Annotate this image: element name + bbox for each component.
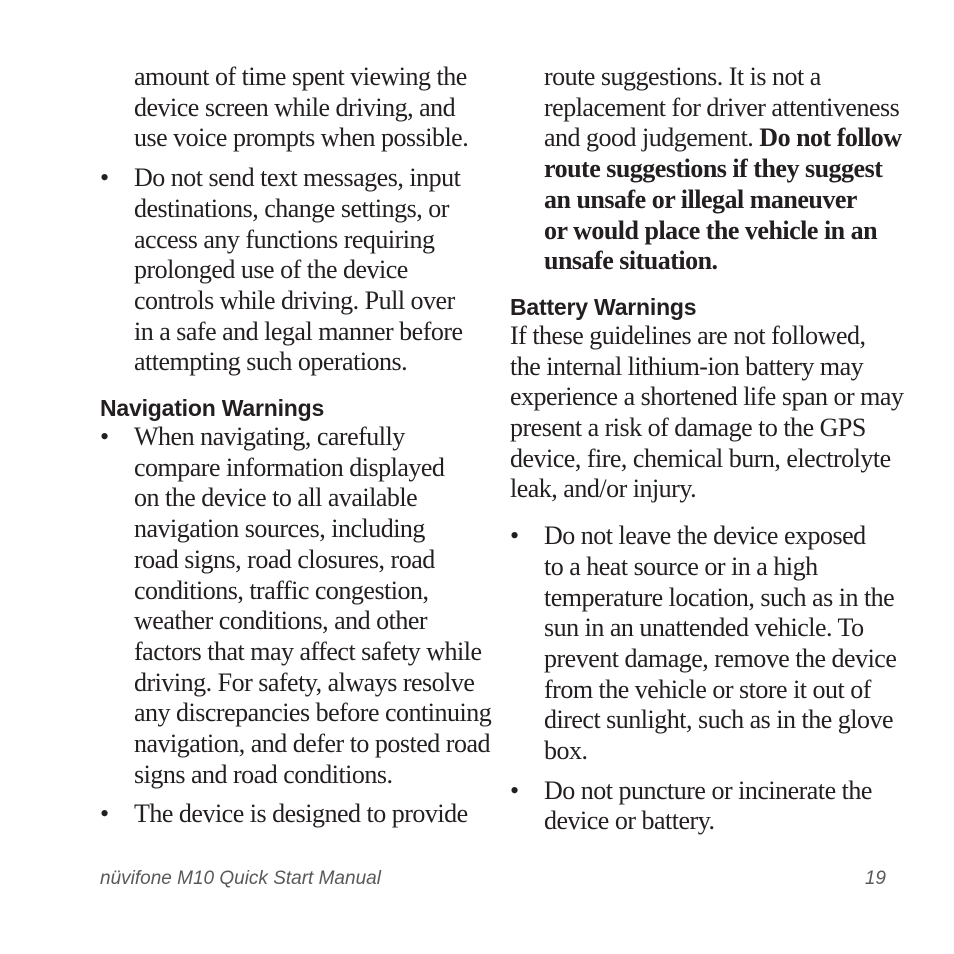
text-line: temperature location, such as in the: [544, 582, 895, 612]
text-line: navigation sources, including: [134, 514, 425, 544]
bold-text-line: or would place the vehicle in an: [544, 215, 878, 245]
text-line: present a risk of damage to the GPS: [510, 413, 866, 443]
text-line: driving. For safety, always resolve: [134, 667, 475, 697]
right-column: [510, 62, 904, 837]
text-line: attempting such operations.: [134, 347, 408, 377]
text-line: When navigating, carefully: [134, 422, 405, 452]
text-line: leak, and/or injury.: [510, 474, 697, 504]
text-line: direct sunlight, such as in the glove: [544, 705, 894, 735]
text-line: sun in an unattended vehicle. To: [544, 613, 864, 643]
bullet-marker: •: [510, 775, 519, 805]
text-line: use voice prompts when possible.: [134, 123, 469, 153]
bullet-item: [510, 521, 900, 767]
section-heading-navigation-warnings: Navigation Warnings: [100, 395, 325, 422]
text-line: to a heat source or in a high: [544, 551, 818, 581]
bold-text-line: an unsafe or illegal maneuver: [544, 184, 857, 214]
bullet-item: [100, 422, 490, 790]
continued-paragraph: [100, 62, 490, 154]
text-line: If these guidelines are not followed,: [510, 320, 866, 350]
text-line: amount of time spent viewing the: [134, 62, 467, 91]
text-line: Do not leave the device exposed: [544, 521, 866, 551]
text-line: signs and road conditions.: [134, 759, 393, 789]
text-line: Do not send text messages, input: [134, 163, 461, 193]
text-line: route suggestions. It is not a: [544, 62, 821, 91]
bold-text-line: route suggestions if they suggest: [544, 154, 883, 184]
text-line: navigation, and defer to posted road: [134, 729, 490, 759]
text-line: compare information displayed: [134, 452, 445, 482]
bullet-marker: •: [100, 799, 109, 829]
left-column: [100, 62, 490, 830]
text-line: controls while driving. Pull over: [134, 285, 455, 315]
text-line: box.: [544, 736, 588, 766]
bold-text-line: unsafe situation.: [544, 246, 718, 276]
text-line: prevent damage, remove the device: [544, 643, 897, 673]
text-line: the internal lithium-ion battery may: [510, 351, 864, 381]
text-line: device or battery.: [544, 806, 715, 836]
text-line: conditions, traffic congestion,: [134, 575, 429, 605]
text-line: any discrepancies before continuing: [134, 698, 492, 728]
text-line: in a safe and legal manner before: [134, 316, 463, 346]
text-line: and good judgement.: [544, 123, 760, 153]
text-line: The device is designed to provide: [134, 799, 468, 829]
text-line: destinations, change settings, or: [134, 193, 449, 223]
text-line: experience a shortened life span or may: [510, 382, 904, 412]
section-heading-battery-warnings: Battery Warnings: [510, 293, 697, 320]
text-line: road signs, road closures, road: [134, 544, 435, 574]
bullet-item: [100, 163, 490, 378]
bullet-marker: •: [510, 521, 519, 551]
footer-manual-title: nüvifone M10 Quick Start Manual: [100, 868, 381, 889]
text-line: device, fire, chemical burn, electrolyte: [510, 443, 891, 473]
text-line: Do not puncture or incinerate the: [544, 775, 872, 805]
continued-paragraph: [510, 62, 900, 277]
text-line: from the vehicle or store it out of: [544, 674, 871, 704]
bullet-marker: •: [100, 422, 109, 452]
text-line: factors that may affect safety while: [134, 636, 482, 666]
bold-text: Do not follow: [759, 123, 902, 153]
bullet-item: [100, 799, 490, 830]
text-line: device screen while driving, and: [134, 92, 456, 122]
footer-page-number: 19: [864, 868, 886, 889]
bullet-marker: •: [100, 163, 109, 193]
text-line: access any functions requiring: [134, 224, 435, 254]
text-line: prolonged use of the device: [134, 255, 408, 285]
text-line: weather conditions, and other: [134, 606, 428, 636]
text-line: on the device to all available: [134, 483, 418, 513]
intro-paragraph: [510, 320, 904, 505]
text-line: replacement for driver attentiveness: [544, 92, 900, 122]
bullet-item: [510, 776, 900, 837]
